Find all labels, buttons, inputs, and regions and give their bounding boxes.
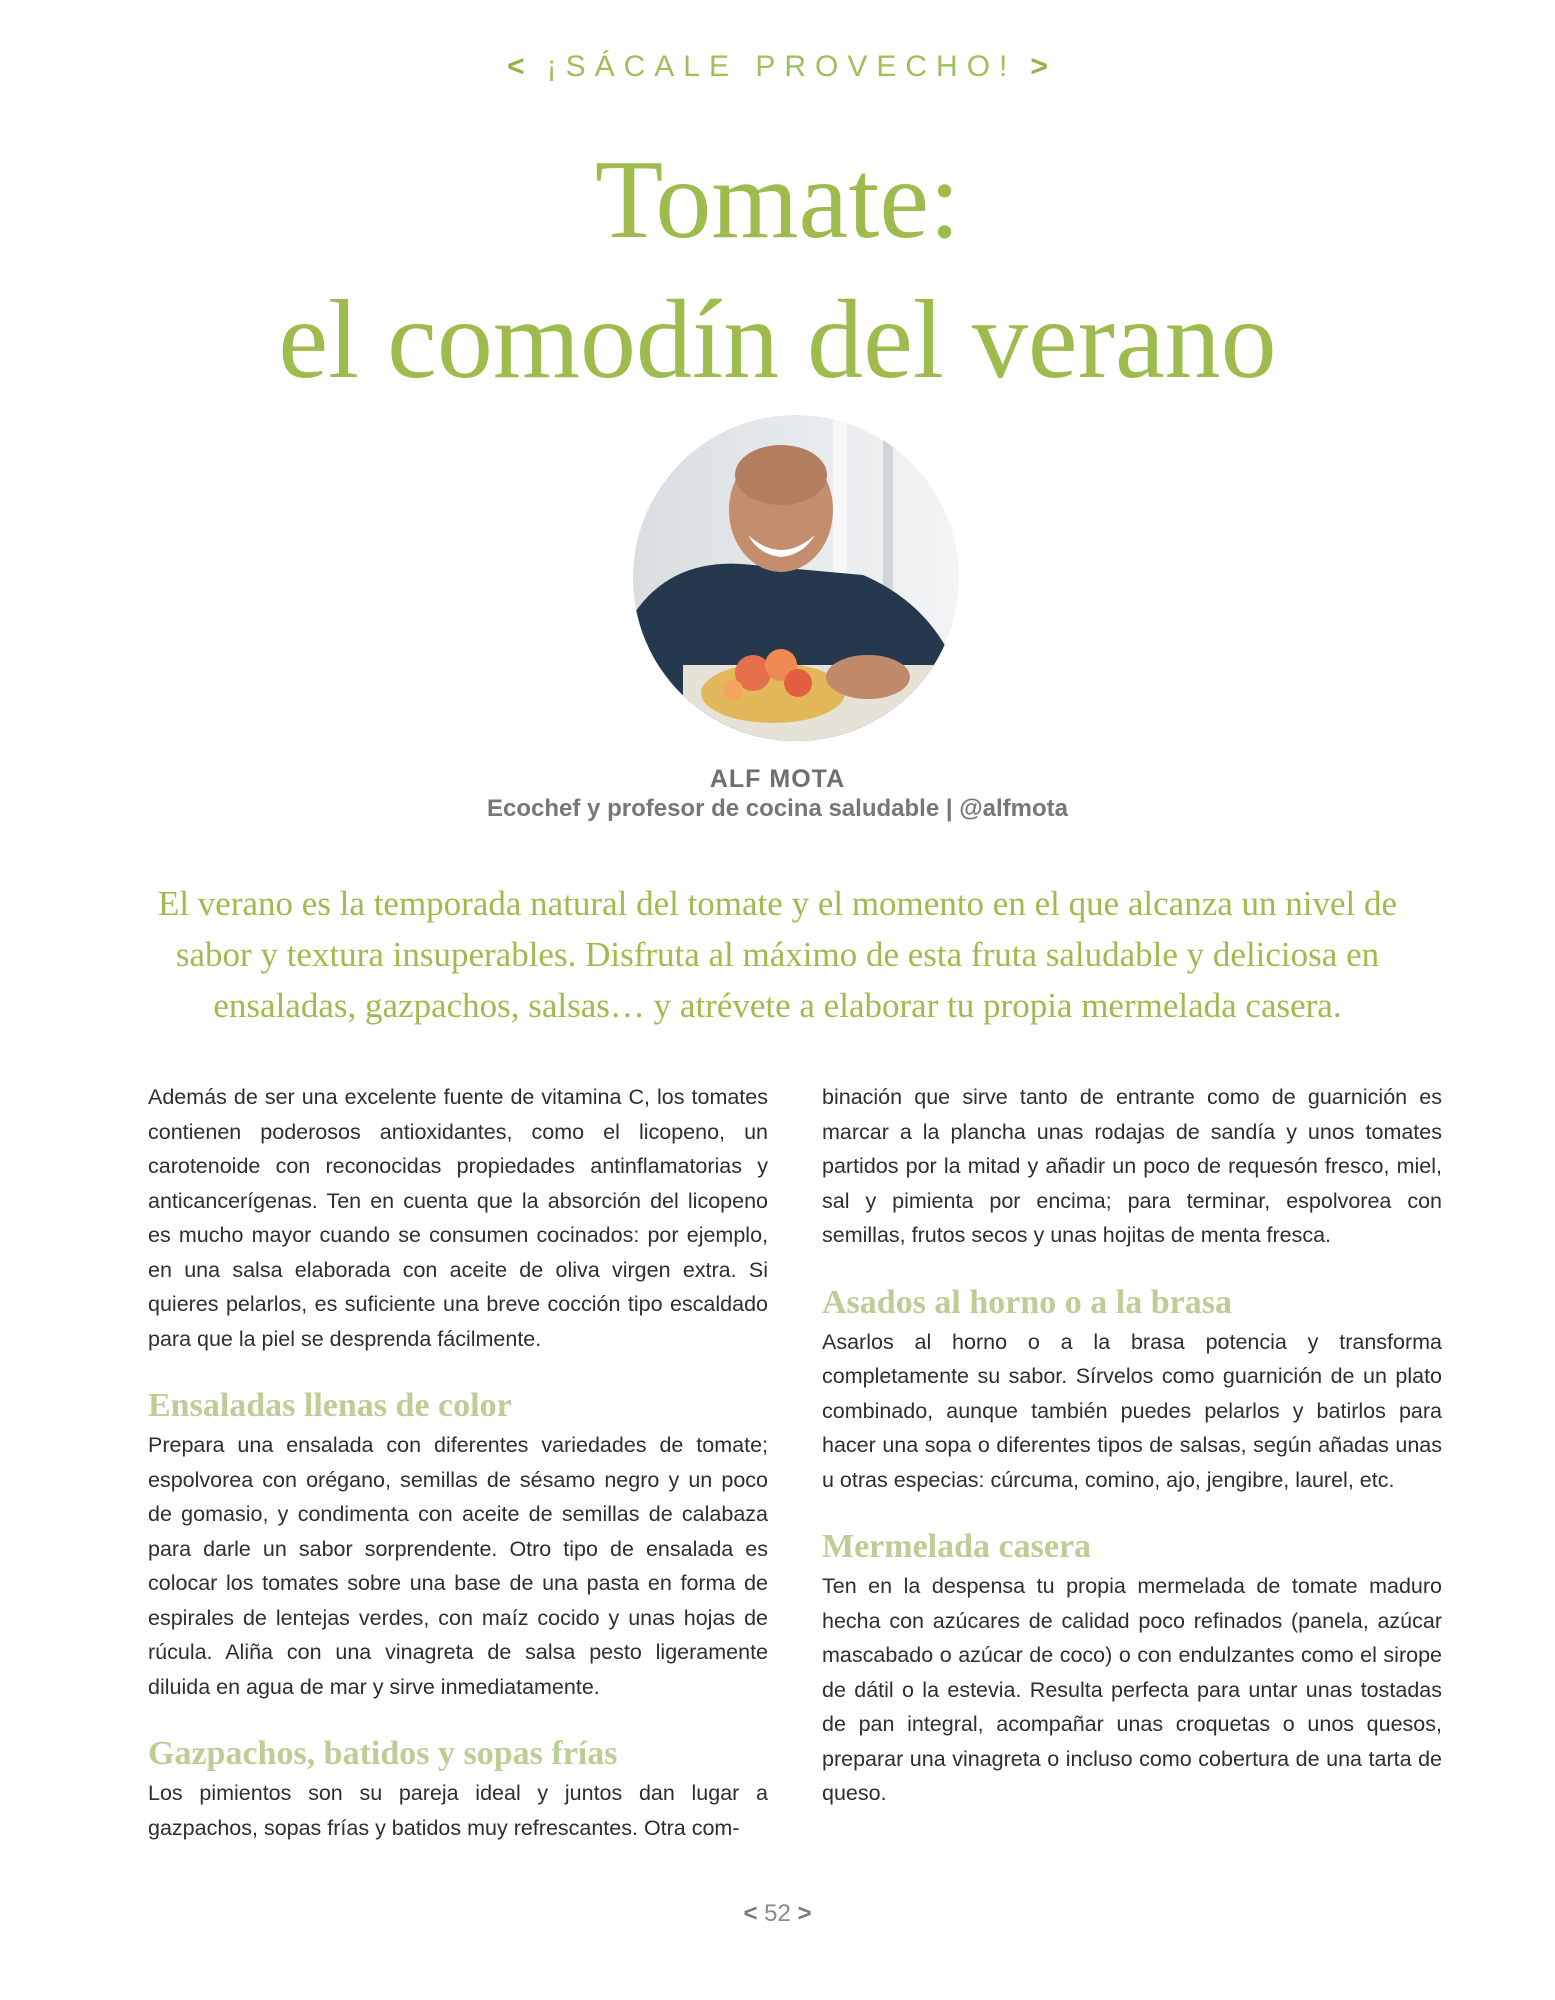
- chevron-left-icon: <: [507, 50, 525, 83]
- title-line-2: el comodín del verano: [278, 278, 1277, 402]
- heading-mermelada: Mermelada casera: [822, 1528, 1092, 1565]
- heading-asados: Asados al horno o a la brasa: [822, 1283, 1232, 1321]
- gazpachos-paragraph: Los pimientos son su pareja ideal y juntos dan lugar a gazpachos, sopas frías y batidos muy refrescantes. Otra com-: [148, 1781, 768, 1840]
- mermelada-paragraph: Ten en la despensa tu propia mermelada de tomate maduro hecha con azúcares de calidad poco refinados (panela, azúcar mascabado o azúcar de coco) o con endulzantes como el sirope de dátil o la estevia. Resulta perfecta para untar unas tostadas de pan integral, acompañar unas croquetas o unos quesos, preparar una vinagreta o incluso como cobertura de una tarta de queso.: [822, 1574, 1442, 1805]
- author-name: ALF MOTA: [709, 765, 846, 793]
- section-label: ¡SÁCALE PROVECHO!: [546, 50, 1017, 83]
- chevron-right-icon: >: [1030, 50, 1048, 83]
- page-number: [0, 1900, 1555, 1928]
- heading-gazpachos: Gazpachos, batidos y sopas frías: [148, 1735, 618, 1772]
- title-line-1: Tomate:: [594, 138, 961, 262]
- article-title: [0, 130, 1555, 410]
- page-number-value: 52: [764, 1900, 791, 1927]
- article-lead: El verano es la temporada natural del tomate y el momento en el que alcanza un nivel de sabor y textura insuperables. Disfruta al máximo de esta fruta saludable y deliciosa en ensaladas, gazpachos, salsas… y atrévete a elaborar tu propia mermelada casera.: [157, 884, 1398, 1025]
- asados-paragraph: Asarlos al horno o a la brasa potencia y transforma completamente su sabor. Sírvelos como guarnición de un plato combinado, aunque también puedes pelarlos y batirlos para hacer una sopa o diferentes tipos de salsas, según añadas unas u otras especias: cúrcuma, comino, ajo, jengibre, laurel, etc.: [822, 1329, 1442, 1492]
- left-column: [148, 1080, 768, 1845]
- right-column: [822, 1080, 1442, 1811]
- author-photo: [633, 415, 959, 741]
- section-kicker: [0, 50, 1555, 84]
- author-photo-image: [633, 415, 959, 741]
- heading-ensaladas: Ensaladas llenas de color: [148, 1387, 512, 1424]
- gazpachos-continued-paragraph: binación que sirve tanto de entrante como de guarnición es marcar a la plancha unas rodajas de sandía y unos tomates partidos por la mitad y añadir un poco de requesón fresco, miel, sal y pimienta por encima; para terminar, espolvorea con semillas, frutos secos y unas hojitas de menta fresca.: [822, 1085, 1442, 1247]
- intro-paragraph: Además de ser una excelente fuente de vitamina C, los tomates contienen poderosos antioxidantes, como el licopeno, un carotenoide con reconocidas propiedades antinflamatorias y anticancerígenas. Ten en cuenta que la absorción del licopeno es mucho mayor cuando se consumen cocinados: por ejemplo, en una salsa elaborada con aceite de oliva virgen extra. Si quieres pelarlos, es suficiente una breve cocción tipo escaldado para que la piel se desprenda fácilmente.: [148, 1085, 768, 1351]
- chevron-right-icon: >: [797, 1900, 812, 1927]
- chevron-left-icon: <: [743, 1900, 758, 1927]
- author-role: Ecochef y profesor de cocina saludable | @alfmota: [487, 795, 1068, 822]
- ensaladas-paragraph: Prepara una ensalada con diferentes variedades de tomate; espolvorea con orégano, semillas de sésamo negro y un poco de gomasio, y condimenta con aceite de semillas de calabaza para darle un sabor sorprendente. Otro tipo de ensalada es colocar los tomates sobre una base de una pasta en forma de espirales de lentejas verdes, con maíz cocido y unas hojas de rúcula. Aliña con una vinagreta de salsa pesto ligeramente diluida en agua de mar y sirve inmediatamente.: [148, 1433, 768, 1699]
